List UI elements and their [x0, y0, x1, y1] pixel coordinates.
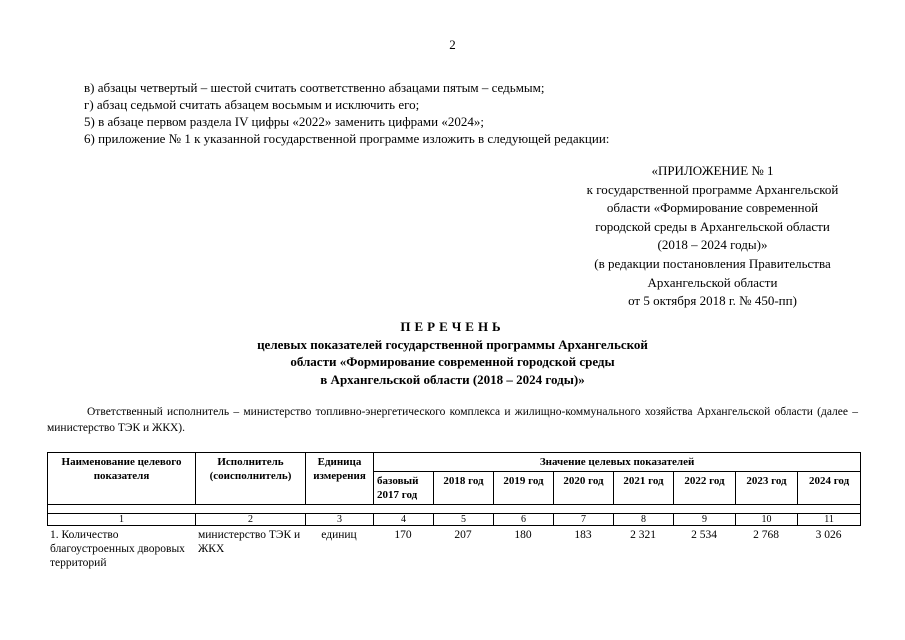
responsible-executor-text: Ответственный исполнитель – министерство топливно-энергетического комплекса и жилищно-коммунального хозяйства Архангельской области (далее – министерство ТЭК и ЖКХ). [47, 406, 858, 434]
indicator-value: 2 768 [753, 529, 779, 541]
indicator-name: 1. Количество благоустроенных дворовых территорий [50, 529, 185, 569]
indicator-value: 180 [514, 529, 532, 541]
column-number: 3 [306, 514, 374, 526]
page-number: 2 [449, 37, 456, 52]
indicator-value: 170 [394, 529, 412, 541]
header-executor: Исполнитель (соисполнитель) [196, 453, 306, 505]
document-title [0, 318, 905, 388]
indicators-table-body [47, 528, 860, 570]
column-number: 6 [494, 514, 554, 526]
column-number: 9 [674, 514, 736, 526]
title-line: области «Формирование современной городской среды [290, 354, 615, 369]
column-number: 8 [614, 514, 674, 526]
header-year: 2018 год [434, 472, 494, 505]
appendix-line: городской среды в Архангельской области [595, 218, 830, 234]
title-line: в Архангельской области (2018 – 2024 годы)» [320, 371, 585, 387]
header-year: 2024 год [798, 472, 861, 505]
indicator-value: 2 534 [691, 529, 717, 541]
indicator-value: 207 [454, 529, 472, 541]
indicator-executor: министерство ТЭК и ЖКХ [198, 529, 301, 555]
amendment-paragraph-v: в) абзацы четвертый – шестой считать соответственно абзацами пятым – седьмым; [84, 80, 545, 95]
indicator-value: 3 026 [815, 529, 842, 541]
column-number: 7 [554, 514, 614, 526]
indicator-value: 2 321 [630, 529, 656, 541]
header-year: 2023 год [736, 472, 798, 505]
column-number: 11 [798, 514, 861, 526]
header-year: базовый 2017 год [374, 472, 434, 505]
column-number: 5 [434, 514, 494, 526]
title-line: целевых показателей государственной программы Архангельской [257, 336, 648, 352]
amendment-paragraph-g: г) абзац седьмой считать абзацем восьмым и исключить его; [84, 97, 420, 112]
indicator-value: 183 [574, 529, 592, 541]
column-number: 2 [196, 514, 306, 526]
amendment-paragraph-5: 5) в абзаце первом раздела IV цифры «2022» заменить цифрами «2024»; [84, 114, 484, 129]
appendix-stamp [540, 162, 885, 311]
indicator-unit: единиц [321, 529, 357, 541]
header-year: 2020 год [554, 472, 614, 505]
amendment-paragraph-6: 6) приложение № 1 к указанной государственной программе изложить в следующей редакции: [84, 131, 610, 146]
table-row [47, 528, 860, 570]
header-year: 2019 год [494, 472, 554, 505]
appendix-line: «ПРИЛОЖЕНИЕ № 1 [651, 163, 774, 178]
column-number: 4 [374, 514, 434, 526]
appendix-line: от 5 октября 2018 г. № 450-пп) [628, 293, 797, 309]
header-unit: Единица измерения [306, 453, 374, 505]
appendix-line: (2018 – 2024 годы)» [657, 237, 768, 253]
column-number: 10 [736, 514, 798, 526]
appendix-line: Архангельской области [647, 274, 778, 290]
header-name: Наименование целевого показателя [48, 453, 196, 505]
indicators-table-header [47, 452, 861, 526]
header-year: 2021 год [614, 472, 674, 505]
title-heading: ПЕРЕЧЕНЬ [400, 319, 505, 334]
header-gap [48, 505, 861, 514]
header-values-group: Значение целевых показателей [374, 453, 861, 472]
appendix-line: (в редакции постановления Правительства [594, 255, 831, 271]
appendix-line: к государственной программе Архангельской [586, 181, 839, 197]
column-number: 1 [48, 514, 196, 526]
header-year: 2022 год [674, 472, 736, 505]
appendix-line: области «Формирование современной [606, 200, 819, 216]
